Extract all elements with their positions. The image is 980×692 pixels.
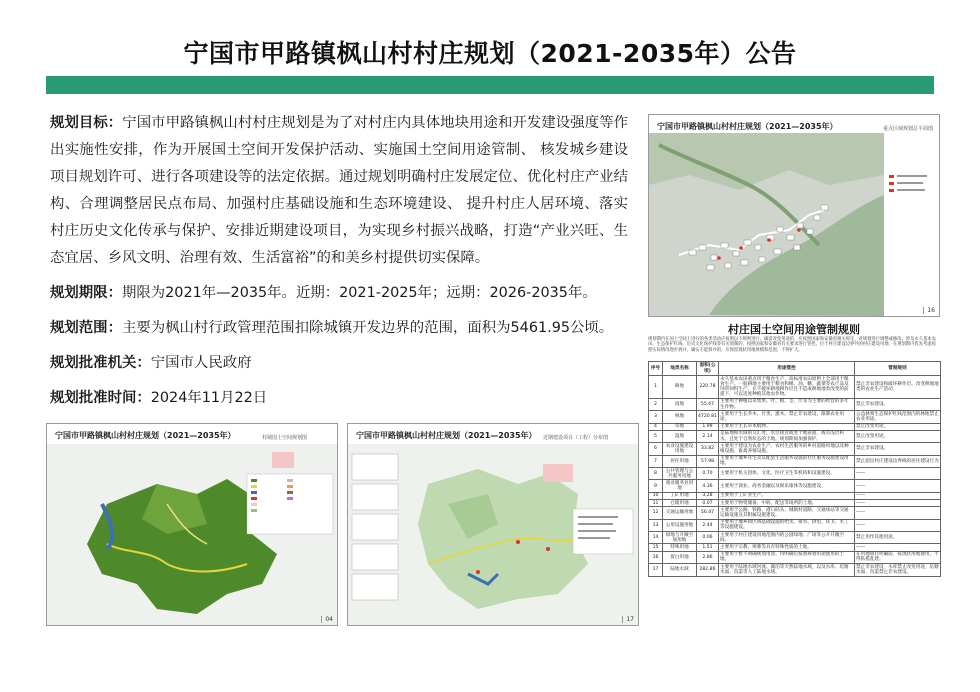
goal-paragraph: [50, 110, 628, 272]
col-header-use: 用途管控: [719, 362, 855, 376]
cell-use: 主要用于建设为农业生产、农村生活服务的乡村道路用地以及种植设施、畜禽养殖设施。: [719, 443, 855, 455]
cell-name: 林地: [663, 411, 697, 423]
cell-use: 永久基本农田重点用于粮食生产，高标准农田原则上全部用于粮食生产。一般耕地主要用于粮食和棉、油、糖、蔬菜等农产品及饲草饲料生产。在不破坏耕地耕作层且不造成耕地地类改变的前提下，可以适度种植其他农作物。: [719, 376, 855, 399]
col-header-rule: 管制规则: [855, 362, 941, 376]
date-label: 规划批准时间：: [50, 390, 151, 406]
cell-use: 主要用于宗教、殡葬等具有特殊性质的土地。: [719, 544, 855, 551]
cell-area: 282.86: [697, 564, 719, 576]
table-row: [649, 398, 941, 410]
cell-no: 14: [649, 532, 663, 544]
sheet-title: 宁国市甲路镇枫山村村庄规划（2021—2035年）: [657, 122, 838, 131]
cell-rule: ——: [855, 544, 941, 551]
title-divider-bar: [46, 76, 934, 94]
sheet-subtitle: 重点区域规划总平面图: [882, 126, 933, 132]
cell-name: 农业设施建设用地: [663, 443, 697, 455]
sheet-subtitle: 村域国土空间规划图: [261, 435, 307, 441]
authority-text: 宁国市人民政府: [150, 355, 252, 371]
cell-name: 草地: [663, 423, 697, 430]
cell-area: 33.82: [697, 443, 719, 455]
cell-use: 主要用于暂不明确规划用途、待明确后按照规划用途使用的土地。: [719, 551, 855, 563]
cell-name: 仓储用地: [663, 500, 697, 507]
cell-rule: 禁止非农建设。: [855, 398, 941, 410]
cell-name: 公用设施用地: [663, 519, 697, 531]
cell-rule: 公益林须生态保护红线范围内的林地禁止农业用途。: [856, 411, 939, 422]
sheet-title: 宁国市甲路镇枫山村村庄规划（2021—2035年）: [356, 431, 537, 440]
cell-no: 4: [649, 423, 663, 430]
cell-name: 商业服务业用地: [663, 480, 697, 492]
sheet-land-use-plan: [46, 423, 338, 626]
cell-area: 56.47: [697, 507, 719, 519]
key-area-plan-map: [649, 115, 939, 316]
cell-rule: ——: [855, 500, 941, 507]
period-text: 期限为2021年—2035年。近期：2021-2025年；远期：2026-2035年。: [121, 285, 597, 301]
cell-no: 5: [649, 430, 663, 442]
cell-rule: ——: [855, 519, 941, 531]
cell-name: 留白用地: [663, 551, 697, 563]
rules-intro: 规划期内在国土空间上进行的各类活动应按照以下规则进行。确需改变用途的，应按照国家和安徽省相关规定，对规划进行调整或修改。涉及永久基本农田、生态保护红线、历史文化保护线等有关划制的，按照国家和安徽省有关要求进行管控。位于村庄建设边界外的村庄建设用地，在规划期内优先考虑按照实际情况逐步拆并，确实不能拆并的，应保留现状用地规模和范围，不得扩大。: [648, 337, 936, 353]
cell-no: 9: [649, 480, 663, 492]
sheet-near-term-projects: [347, 423, 639, 626]
cell-use: 是陆地和水域的交汇处，水位接近或处于地表面，或有浅层积水，且处于自然状态的土地。规划期间加强保护。: [719, 430, 855, 442]
cell-name: 耕地: [663, 376, 697, 399]
cell-no: 1: [649, 376, 663, 399]
cell-area: 57.98: [697, 455, 719, 467]
scope-text: 主要为枫山村行政管理范围扣除城镇开发边界的范围，面积为5461.95公顷。: [121, 320, 614, 336]
scope-label: 规划范围：: [50, 320, 122, 336]
scope-paragraph: [50, 315, 628, 342]
cell-area: 0.07: [697, 500, 719, 507]
col-header-area: 面积(公顷): [697, 362, 719, 376]
cell-no: 16: [649, 551, 663, 563]
cell-no: 7: [649, 455, 663, 467]
cell-name: 湿地: [663, 430, 697, 442]
cell-area: 1.99: [697, 423, 719, 430]
cell-name: 交通运输用地: [663, 507, 697, 519]
table-row: [649, 492, 941, 499]
period-paragraph: [50, 280, 628, 307]
table-row: [649, 480, 941, 492]
cell-rule: 禁止非农建设和破坏耕作层、改变耕地地类的农业生产活动。: [855, 376, 941, 399]
cell-no: 13: [649, 519, 663, 531]
land-use-plan-map: [47, 424, 337, 625]
sheet-subtitle: 近期建设项目（工程）分布图: [542, 435, 608, 441]
cell-use: 主要用于生长乔木、竹类、灌木。禁止非农建设，限制农业用途。: [719, 411, 855, 423]
rules-title: 村庄国土空间用途管制规则: [728, 323, 860, 336]
notice-body: [50, 110, 628, 420]
cell-area: 55.67: [697, 398, 719, 410]
cell-name: 绿地与开敞空间用地: [663, 532, 697, 544]
table-row: [649, 455, 941, 467]
page-title: 宁国市甲路镇枫山村村庄规划（2021-2035年）公告: [183, 39, 797, 68]
col-header-name: 地类名称: [663, 362, 697, 376]
cell-no: 10: [649, 492, 663, 499]
table-row: [649, 411, 941, 423]
cell-use: 主要用于工矿业生产。: [719, 492, 855, 499]
table-row: [649, 532, 941, 544]
sheet-title: 宁国市甲路镇枫山村村庄规划（2021—2035年）: [55, 431, 236, 440]
cell-use: 主要用于公路、铁路、港口码头、城镇村道路、交通场站等交通运输设施及其附属设施建设。: [719, 507, 855, 519]
sheet-page-number: 16: [923, 307, 935, 314]
cell-area: 1.51: [697, 544, 719, 551]
table-row: [649, 423, 941, 430]
cell-rule: ——: [855, 507, 941, 519]
cell-use: 主要用于机关团体、文化、医疗卫生等机构和设施建设。: [719, 468, 855, 480]
period-label: 规划期限：: [50, 285, 122, 301]
table-row: [649, 551, 941, 563]
table-row: [649, 430, 941, 442]
cell-no: 3: [649, 411, 663, 423]
cell-use: 主要用于生长草本植物。: [719, 423, 855, 430]
cell-area: 4.36: [697, 480, 719, 492]
cell-rule: 禁止超出村庄建设边界线的居住建设行为: [855, 455, 941, 467]
cell-no: 17: [649, 564, 663, 576]
cell-rule: ——: [855, 468, 941, 480]
cell-use: 主要用于城乡和区域基础设施的给水、排水、供电、环卫、水工等设施建设。: [719, 519, 855, 531]
goal-text: 宁国市甲路镇枫山村村庄规划是为了对村庄内具体地块用途和开发建设强度等作出实施性安排，作为开展国土空间开发保护活动、实施国土空间用途管制、 核发城乡建设项目规划许可、进行各项建设等的法定依据。通过规划明确村庄发展定位、优化村庄产业结构、合理调整居民点布局、加强村庄基础设施和生态环境建设、 提升村庄人居环境、落实村庄历史文化传承与保护、安排近期建设项目，为实现乡村振兴战略，打造“产业兴旺、生态宜居、乡风文明、治理有效、生活富裕”的和美乡村提供切实保障。: [50, 115, 628, 266]
table-row: [649, 500, 941, 507]
cell-name: 特殊用地: [663, 544, 697, 551]
table-row: [649, 507, 941, 519]
cell-no: 2: [649, 398, 663, 410]
cell-use: 主要用于村庄建设用地范围内的公园绿地、广场等公开开敞空间。: [719, 532, 855, 544]
cell-area: 2.14: [697, 430, 719, 442]
cell-use: 主要用于物资储备、中转、配送等场所的土地。: [719, 500, 855, 507]
cell-no: 12: [649, 507, 663, 519]
table-row: [649, 519, 941, 531]
cell-rule: ——: [855, 492, 941, 499]
sheet-key-area-plan: [648, 114, 940, 317]
cell-area: 3.28: [697, 492, 719, 499]
cell-area: 2.86: [697, 551, 719, 563]
table-row: [649, 564, 941, 576]
cell-rule: 禁止非农建设。: [855, 443, 941, 455]
date-text: 2024年11月22日: [150, 390, 268, 406]
table-row: [649, 468, 941, 480]
cell-name: 公共管理与公共服务用地: [663, 468, 697, 480]
cell-area: 0.06: [697, 532, 719, 544]
cell-use: 主要用于城乡住宅及其配套生活服务设施的社区服务设施建设用地。: [719, 455, 855, 467]
cell-no: 11: [649, 500, 663, 507]
authority-label: 规划批准机关：: [50, 355, 151, 371]
table-row: [649, 376, 941, 399]
cell-rule: 禁止非农建设，水库禁止改变用途，坑塘水面、沟渠禁止非农建设。: [856, 564, 939, 575]
cell-name: 陆地水域: [663, 564, 697, 576]
near-term-projects-map: [348, 424, 638, 625]
cell-rule: 禁止用作其他用途。: [855, 532, 941, 544]
cell-name: 居住用地: [663, 455, 697, 467]
cell-rule: 在用地项目明确前，按现状用地使用，不得私搭乱建。: [856, 552, 939, 563]
cell-area: 4720.81: [697, 411, 719, 423]
rules-header-row: [649, 362, 941, 376]
cell-use: 主要用于商业、商务金融以及娱乐康体等设施建设。: [719, 480, 855, 492]
cell-rule: ——: [855, 480, 941, 492]
cell-rule: 禁止改变用途。: [855, 430, 941, 442]
cell-name: 园地: [663, 398, 697, 410]
cell-rule: 禁止改变用途。: [855, 423, 941, 430]
goal-label: 规划目标：: [50, 115, 123, 131]
date-paragraph: [50, 385, 628, 412]
cell-area: 2.44: [697, 519, 719, 531]
authority-paragraph: [50, 350, 628, 377]
cell-use: 主要用于陆地水域河流、湖泊等天然陆地水域，以及水库、坑塘水面、沟渠等人工陆地水域。: [719, 564, 855, 576]
cell-no: 8: [649, 468, 663, 480]
cell-no: 6: [649, 443, 663, 455]
sheet-page-number: 04: [321, 616, 333, 623]
table-row: [649, 544, 941, 551]
rules-table: [648, 361, 941, 577]
col-header-no: 序号: [649, 362, 663, 376]
cell-no: 15: [649, 544, 663, 551]
cell-name: 工矿用地: [663, 492, 697, 499]
sheet-page-number: 17: [622, 616, 634, 623]
cell-area: 0.70: [697, 468, 719, 480]
table-row: [649, 443, 941, 455]
cell-area: 220.78: [697, 376, 719, 399]
cell-use: 主要用于种植以采集果、叶、根、茎、汁等为主要的经营的多年生作物。: [719, 398, 855, 410]
